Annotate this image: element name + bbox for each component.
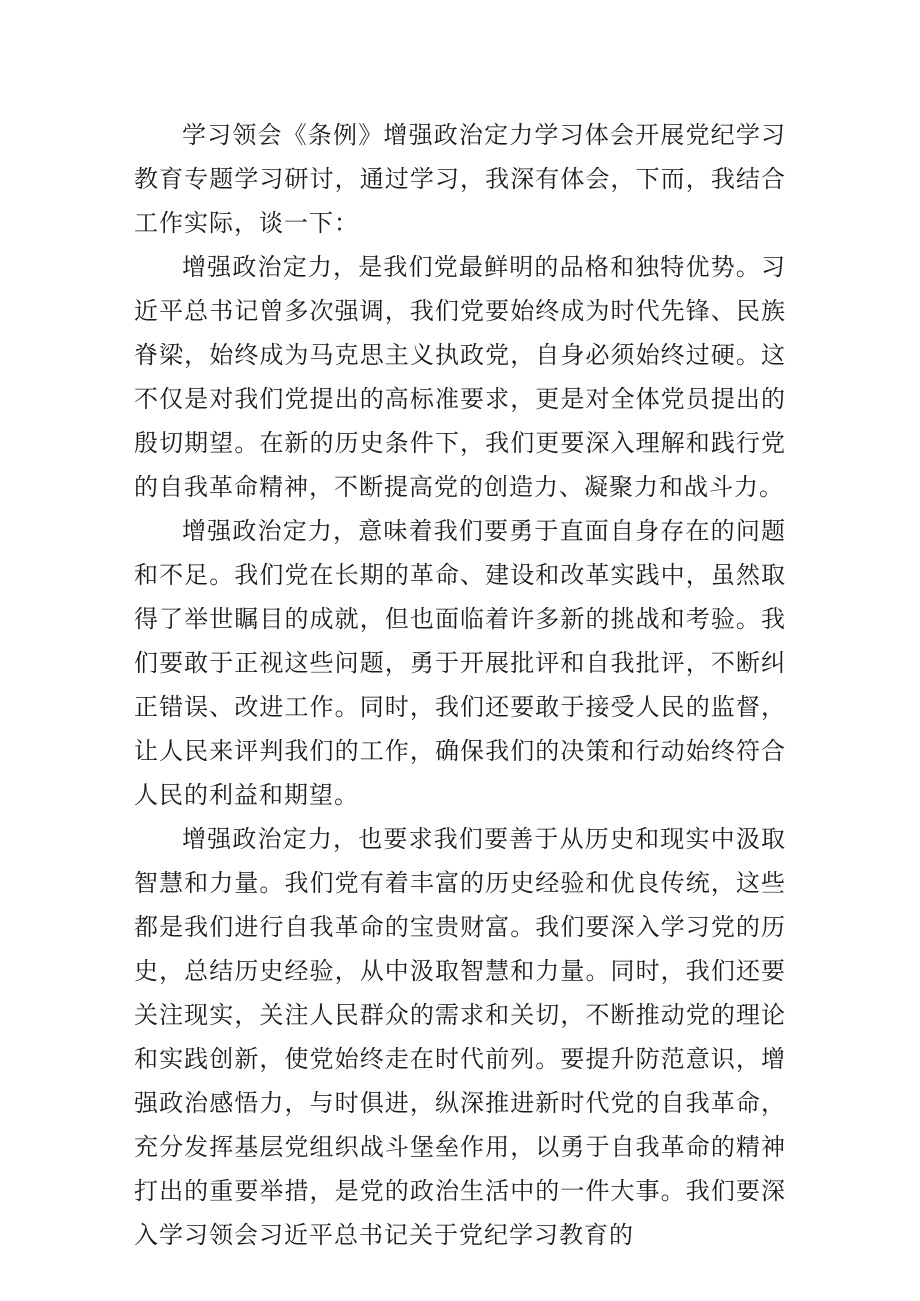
paragraph-face-problems: 增强政治定力，意味着我们要勇于直面自身存在的问题和不足。我们党在长期的革命、建设和改革实践中，虽然取得了举世瞩目的成就，但也面临着许多新的挑战和考验。我们要敢于正视这些问题，勇于开展批评和自我批评，不断纠正错误、改进工作。同时，我们还要敢于接受人民的监督，让人民来评判我们的工作，确保我们的决策和行动始终符合人民的利益和期望。 xyxy=(134,517,786,809)
paragraph-learn-from-history: 增强政治定力，也要求我们要善于从历史和现实中汲取智慧和力量。我们党有着丰富的历史经验和优良传统，这些都是我们进行自我革命的宝贵财富。我们要深入学习党的历史，总结历史经验，从中汲取智慧和力量。同时，我们还要关注现实，关注人民群众的需求和关切，不断推动党的理论和实践创新，使党始终走在时代前列。要提升防范意识，增强政治感悟力，与时俱进，纵深推进新时代党的自我革命，充分发挥基层党组织战斗堡垒作用，以勇于自我革命的精神打出的重要举措，是党的政治生活中的一件大事。我们要深入学习领会习近平总书记关于党纪学习教育的 xyxy=(134,825,786,1249)
document-body xyxy=(134,113,786,1257)
paragraph-intro: 学习领会《条例》增强政治定力学习体会开展党纪学习教育专题学习研讨，通过学习，我深有体会，下而，我结合工作实际，谈一下： xyxy=(134,121,786,237)
paragraph-political-determination: 增强政治定力，是我们党最鲜明的品格和独特优势。习近平总书记曾多次强调，我们党要始终成为时代先锋、民族脊梁，始终成为马克思主义执政党，自身必须始终过硬。这不仅是对我们党提出的高标准要求，更是对全体党员提出的殷切期望。在新的历史条件下，我们更要深入理解和践行党的自我革命精神，不断提高党的创造力、凝聚力和战斗力。 xyxy=(134,253,786,501)
